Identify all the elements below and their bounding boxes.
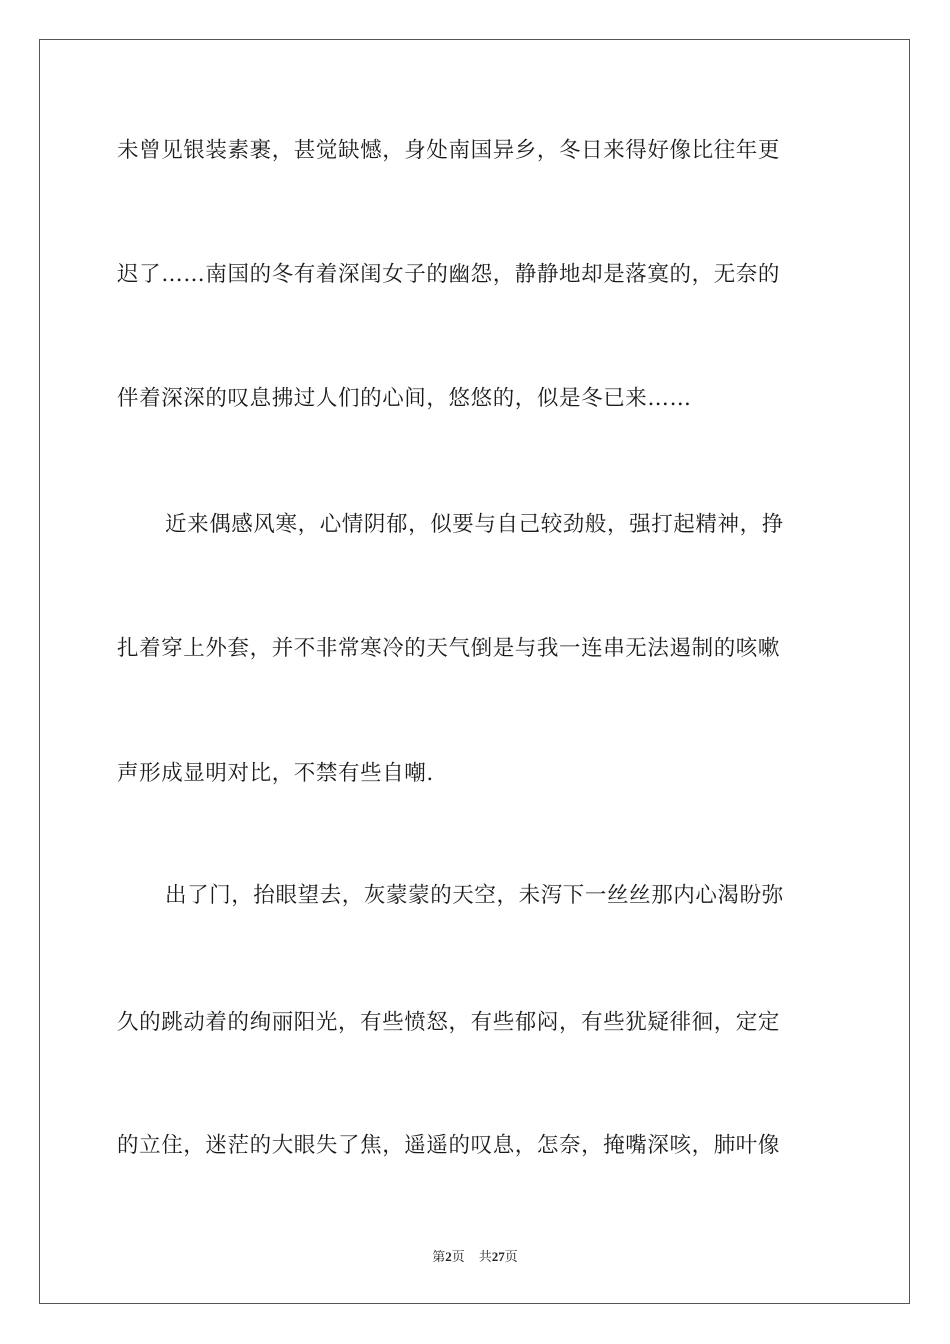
text-line: 的立住，迷茫的大眼失了焦，遥遥的叹息，怎奈，掩嘴深咳，肺叶像 <box>117 1133 781 1158</box>
page-frame <box>39 39 910 1304</box>
total-suffix: 页 <box>504 1250 518 1265</box>
page-footer <box>0 1248 950 1267</box>
text-line: 声形成显明对比，不禁有些自嘲. <box>117 761 434 786</box>
page-prefix: 第 <box>432 1250 446 1265</box>
text-line: 伴着深深的叹息拂过人们的心间，悠悠的，似是冬已来…… <box>117 386 692 411</box>
paragraph-start-line: 出了门，抬眼望去，灰蒙蒙的天空，未泻下一丝丝那内心渴盼弥 <box>165 883 784 908</box>
paragraph-start-line: 近来偶感风寒，心情阴郁，似要与自己较劲般，强打起精神，挣 <box>165 512 784 537</box>
text-line: 扎着穿上外套，并不非常寒冷的天气倒是与我一连串无法遏制的咳嗽 <box>117 636 781 661</box>
text-line: 久的跳动着的绚丽阳光，有些愤怒，有些郁闷，有些犹疑徘徊，定定 <box>117 1010 781 1035</box>
total-pages: 27 <box>491 1249 505 1264</box>
text-line: 迟了……南国的冬有着深闺女子的幽怨，静静地却是落寞的，无奈的 <box>117 262 781 287</box>
total-prefix: 共 <box>478 1250 492 1265</box>
page-number: 2 <box>445 1249 452 1264</box>
text-line: 未曾见银装素裹，甚觉缺憾，身处南国异乡，冬日来得好像比往年更 <box>117 138 781 163</box>
page-suffix: 页 <box>451 1250 465 1265</box>
